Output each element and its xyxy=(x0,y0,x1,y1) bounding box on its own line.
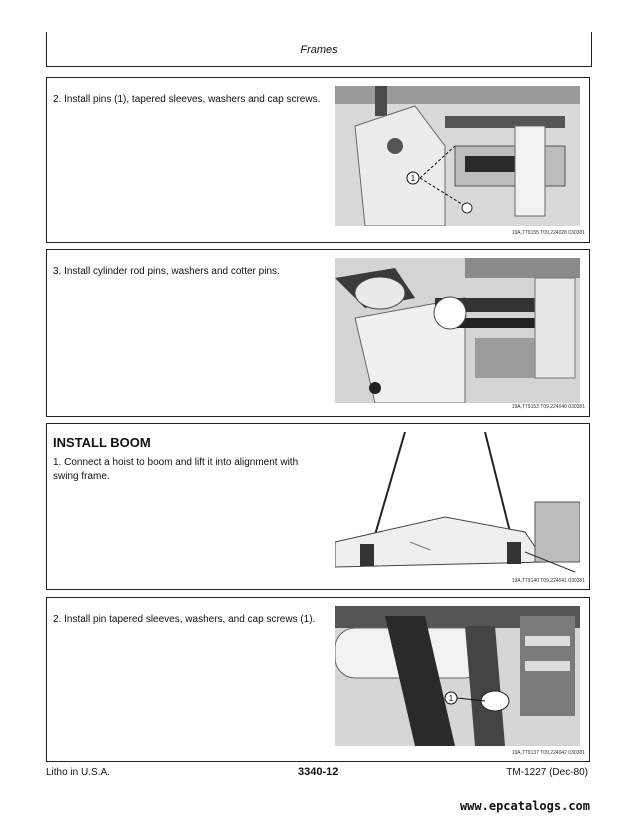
photo-cylinder-rod xyxy=(335,258,580,403)
watermark-link[interactable]: www.epcatalogs.com xyxy=(459,799,590,813)
callout-1: 1 xyxy=(448,694,454,703)
page-number: 3340-12 xyxy=(298,766,339,778)
callout-1: 1 xyxy=(410,174,416,183)
photo-caption: 19A,T79137 T09,224042 030381 xyxy=(511,750,585,756)
photo-frame-pins xyxy=(335,86,580,226)
section-heading: INSTALL BOOM xyxy=(53,435,151,450)
photo-caption: 19A,T79153 T09,224040 030381 xyxy=(511,404,585,410)
footer-litho: Litho in U.S.A. xyxy=(46,767,110,778)
photo-caption: 19A,T79140 T09,224041 030381 xyxy=(511,578,585,584)
section-title-frames: Frames xyxy=(300,44,338,56)
photo-boom-pin xyxy=(335,606,580,746)
footer-manual-id: TM-1227 (Dec-80) xyxy=(506,767,588,778)
step-panel-install-boom xyxy=(46,423,590,590)
step-text: 2. Install pin tapered sleeves, washers, and cap screws (1). xyxy=(53,614,316,625)
step-text: 3. Install cylinder rod pins, washers and cotter pins. xyxy=(53,266,280,277)
step-text: 1. Connect a hoist to boom and lift it into alignment with swing frame. xyxy=(53,457,299,482)
photo-boom-hoist xyxy=(335,432,580,577)
step-panel-1 xyxy=(46,77,590,243)
photo-caption: 19A,T79155 T09,224028 030381 xyxy=(511,230,585,236)
step-panel-2 xyxy=(46,249,590,417)
page-header xyxy=(46,32,592,67)
step-panel-4 xyxy=(46,597,590,762)
step-text: 2. Install pins (1), tapered sleeves, washers and cap screws. xyxy=(53,94,321,105)
